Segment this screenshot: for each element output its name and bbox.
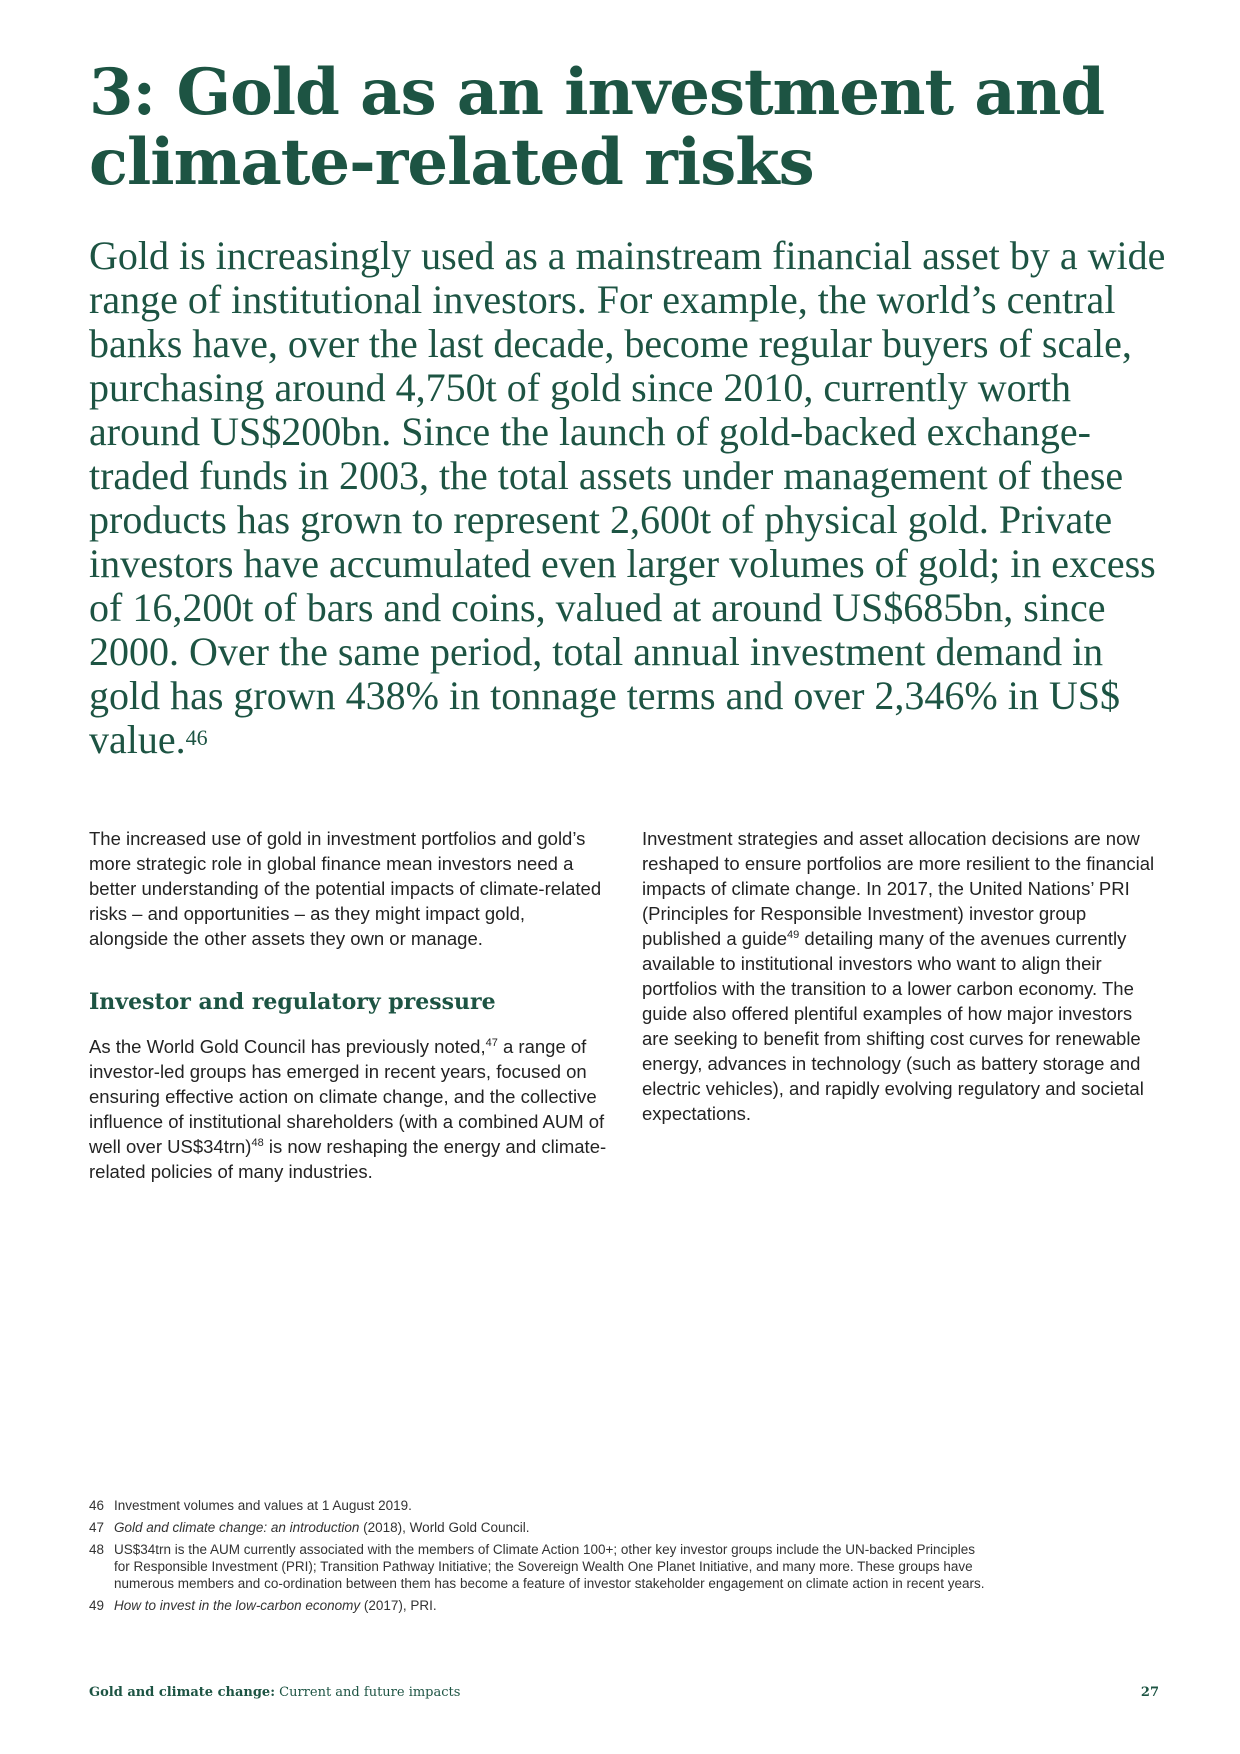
page-title — [89, 55, 1149, 200]
footnote-48 — [89, 1541, 989, 1592]
right-paragraph-1-part-1: Investment strategies and asset allocation decisions are now reshaped to ensure portfolios are more resilient to the financial impacts of climate change. In 2017, the United Nations’ PRI (Principles for Responsible Investment) investor group published a guide — [642, 828, 1155, 949]
left-paragraph-1: The increased use of gold in investment portfolios and gold’s more strategic role in global finance mean investors need a better understanding of the potential impacts of climate-related risks – and opportunities – as they might impact gold, alongside the other assets they own or manage. — [89, 828, 602, 949]
footnote-number: 46 — [89, 1498, 105, 1513]
footer-brand: Gold and climate change: — [89, 1685, 275, 1700]
title-line-2: climate-related risks — [89, 125, 814, 200]
right-column — [642, 826, 1162, 1126]
left-paragraph-2 — [89, 1034, 609, 1184]
right-paragraph-1 — [642, 826, 1162, 1126]
footnote-title: Gold and climate change: an introduction — [114, 1520, 360, 1535]
footnote-49 — [89, 1597, 989, 1614]
footnote-text-body: US$34trn is the AUM currently associated with the members of Climate Action 100+; other key investor groups include the UN-backed Principles for Responsible Investment (PRI); Transition Pathway Initiative; the Sovereign Wealth One Planet Initiative, and many more. These groups have numerous members and co-ordination between them has become a feature of investor stakeholder engagement on climate action in recent years. — [114, 1542, 985, 1591]
footnote-text — [114, 1519, 989, 1536]
footnote-text-body: (2017), PRI. — [360, 1598, 437, 1613]
section-subheading: Investor and regulatory pressure — [89, 989, 496, 1015]
footnote-ref-47[interactable]: 47 — [485, 1037, 498, 1049]
footnote-number: 47 — [89, 1520, 105, 1535]
footnotes — [89, 1497, 989, 1619]
title-line-1: 3: Gold as an investment and — [89, 55, 1105, 130]
footnote-text-body: (2018), World Gold Council. — [359, 1520, 530, 1535]
footnote-text — [114, 1541, 989, 1592]
footnote-text-body: Investment volumes and values at 1 August 2019. — [114, 1498, 412, 1513]
right-paragraph-1-part-2: detailing many of the avenues currently available to institutional investors who want to align their portfolios with the transition to a lower carbon economy. The guide also offered plentiful examples of how major investors are seeking to benefit from shifting cost curves for renewable energy, advances in technology (such as battery storage and electric vehicles), and rapidly evolving regulatory and societal expectations. — [642, 928, 1144, 1124]
footnote-ref-46[interactable]: 46 — [185, 725, 208, 750]
footnote-ref-48[interactable]: 48 — [251, 1137, 264, 1149]
footnote-number: 49 — [89, 1598, 105, 1613]
page-number: 27 — [1140, 1685, 1159, 1700]
footer-subtitle: Current and future impacts — [275, 1685, 461, 1700]
footnote-title: How to invest in the low-carbon economy — [114, 1598, 361, 1613]
page-footer — [89, 1685, 1159, 1700]
left-paragraph-2-part-2: a range of investor-led groups has emerged in recent years, focused on ensuring effective action on climate change, and the collective influence of institutional shareholders (with a combined AUM of well over US$34trn) — [89, 1036, 605, 1157]
intro-text: Gold is increasingly used as a mainstream financial asset by a wide range of institutional investors. For example, the world’s central banks have, over the last decade, become regular buyers of scale, purchasing around 4,750t of gold since 2010, currently worth around US$200bn. Since the launch of gold-backed exchange-traded funds in 2003, the total assets under management of these products has grown to represent 2,600t of physical gold. Private investors have accumulated even larger volumes of gold; in excess of 16,200t of bars and coins, valued at around US$685bn, since 2000. Over the same period, total annual investment demand in gold has grown 438% in tonnage terms and over 2,346% in US$ value. — [89, 233, 1166, 762]
footnote-47 — [89, 1519, 989, 1536]
left-paragraph-2-part-1: As the World Gold Council has previously noted, — [89, 1036, 486, 1057]
footnote-46 — [89, 1497, 989, 1514]
footnote-text — [114, 1597, 989, 1614]
left-paragraph-2-part-3: is now reshaping the energy and climate-related policies of many industries. — [89, 1136, 607, 1182]
footnote-number: 48 — [89, 1542, 105, 1557]
intro-paragraph — [89, 234, 1169, 762]
footnote-ref-49[interactable]: 49 — [787, 929, 800, 941]
footnote-text — [114, 1497, 989, 1514]
left-column — [89, 826, 609, 1184]
